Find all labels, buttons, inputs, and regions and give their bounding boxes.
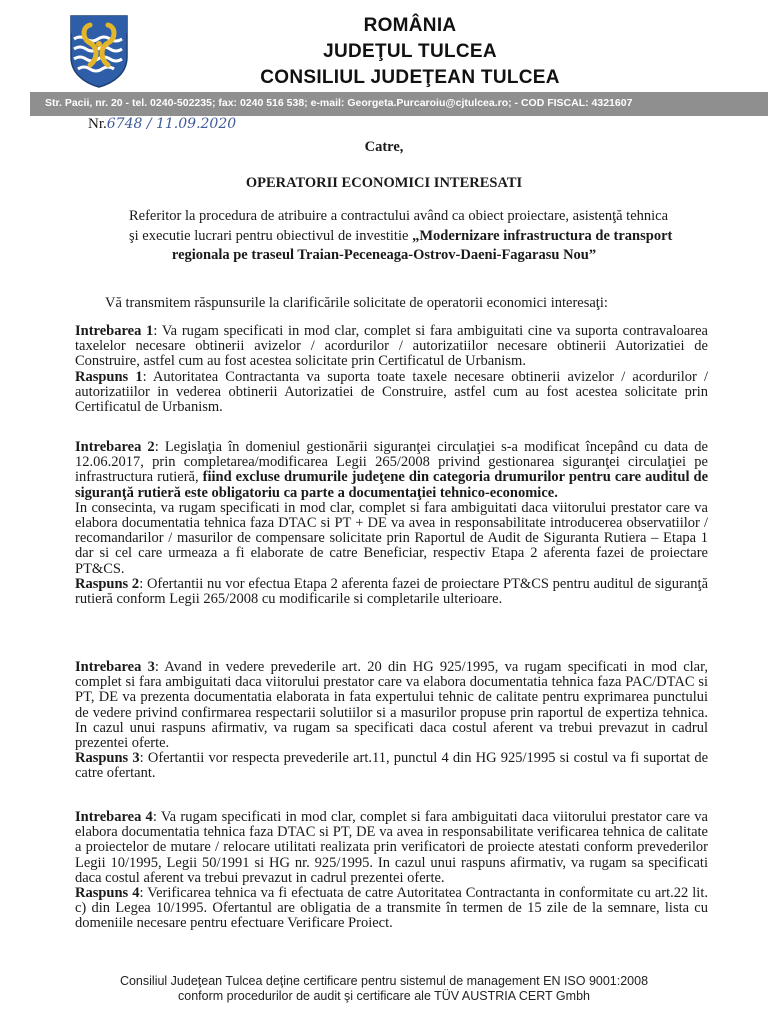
answer-1 [75, 370, 708, 416]
qa-block-2 [75, 440, 708, 607]
question-4 [75, 810, 708, 886]
registration-handwritten: 6748 / 11.09.2020 [106, 116, 237, 132]
answer-2 [75, 577, 708, 607]
reference-line-1: Referitor la procedura de atribuire a contractului având ca obiect proiectare, asistenţă tehnica [129, 208, 669, 224]
addressee: OPERATORII ECONOMICI INTERESATI [245, 175, 523, 191]
qa-block-4 [75, 810, 708, 932]
question-emphasis: fiind excluse drumurile judeţene din categoria drumurilor pentru care auditul de siguranţă rutieră este obligatoriu ca parte a documentaţiei tehnico-economice. [75, 469, 708, 501]
project-title-part-1: „Modernizare infrastructura de transport [412, 228, 673, 244]
salutation: Catre, [364, 139, 404, 155]
header-country: ROMÂNIA [363, 15, 457, 36]
question-label: Intrebarea 4 [75, 809, 153, 825]
question-2 [75, 440, 708, 501]
qa-block-1 [75, 324, 708, 415]
answer-4 [75, 886, 708, 932]
intro-text: Vă transmitem răspunsurile la clarificările solicitate de operatorii economici interesaţi: [105, 295, 608, 311]
registration-label: Nr. [88, 116, 107, 132]
answer-text: : Verificarea tehnica va fi efectuata de catre Autoritatea Contractanta in conformitate cu art.22 lit. c) din Legea 10/1995. Ofertantul are obligatia de a transmite în termen de 15 zile de la semnare, lista cu domeniile necesare pentru efectuare Verificare Proiect. [75, 885, 708, 932]
answer-text: : Autoritatea Contractanta va suporta toate taxele necesare obtinerii avizelor / acordurilor / autorizatiilor in vederea obtinerii Autorizatiei de Construire, astfel cum au fost acestea solicitate prin Certificatul de Urbanism. [75, 368, 708, 416]
answer-text: : Ofertantii nu vor efectua Etapa 2 aferenta fazei de proiectare PT&CS pentru auditul de siguranţă rutieră conform Legii 265/2008 cu modificarile si completarile ulterioare. [75, 575, 709, 608]
contact-bar [30, 92, 768, 116]
county-coat-of-arms-icon [68, 13, 130, 89]
question-3 [75, 660, 708, 751]
answer-label: Raspuns 3 [75, 750, 140, 767]
contact-bar-text: Str. Pacii, nr. 20 - tel. 0240-502235; fax: 0240 516 538; e-mail: Georgeta.Purcaroiu@cjtulcea.ro; - COD FISCAL: 4321607 [45, 97, 633, 109]
answer-label: Raspuns 4 [75, 885, 140, 902]
answer-label: Raspuns 2 [75, 575, 140, 592]
question-2-continuation: In consecinta, va rugam specificati in mod clar, complet si fara ambiguitati daca viitorului prestator care va elabora documentatia tehnica faza DTAC si PT + DE va avea in responsabilitate introducerea observatiilor / recomandarilor / masurilor de compensare solicitate prin Raportul de Audit de Siguranta Rutiera – Etapa 1 dar si cel care urmeaza a fi elaborate de catre Beneficiar, respectiv Etapa 2 aferenta fazei de proiectare PT&CS. [75, 499, 708, 577]
footer-certification-line-1: Consiliul Judeţean Tulcea deţine certificare pentru sistemul de management EN ISO 9001:2008 [119, 974, 649, 988]
question-label: Intrebarea 1 [75, 323, 154, 339]
project-title-part-2: regionala pe traseul Traian-Peceneaga-Ostrov-Daeni-Fagarasu Nou” [171, 247, 597, 263]
question-text: : Va rugam specificati in mod clar, complet si fara ambiguitati cine va suporta contravaloarea taxelelor necesare obtinerii avizelor / acordurilor / autorizatiilor necesare obtinerii Autorizatiei de Construire, astfel cum au fost acestea solicitate prin Certificatul de Urbanism. [75, 323, 708, 370]
question-label: Intrebarea 2 [75, 439, 155, 455]
answer-3 [75, 751, 708, 781]
question-text: : Legislaţia în domeniul gestionării siguranţei circulaţiei s-a modificat începând cu data de 12.06.2017, prin completarea/modificarea Legii 265/2008 privind gestionarea siguranţei circulaţiei pe infrastructura rutieră, [75, 439, 708, 486]
question-text: : Va rugam specificati in mod clar, complet si fara ambiguitati daca viitorului prestator care va elabora documentatia tehnica faza DTAC si PT, DE va avea in responsabilitate verificarea tehnica de calitate a proiectelor de mutare / relocare utilitati realizata prin verificatori de proiecte atestati conform prevederilor Legii 10/1995, Legii 50/1991 si HG nr. 925/1995. In cazul unui raspuns afirmativ, va rugam sa specificati daca costul aferent va trebui prevazut in cadrul prezentei oferte. [75, 809, 708, 886]
answer-label: Raspuns 1 [75, 368, 143, 385]
registration-number [88, 116, 236, 133]
reference-line-2-text: şi executie lucrari pentru obiectivul de investitie [129, 228, 413, 244]
question-text: : Avand in vedere prevederile art. 20 din HG 925/1995, va rugam specificati in mod clar, complet si fara ambiguitati daca viitorului prestator care va elabora documentatia tehnica faza PAC/DTAC si PT, DE va prezenta documentatia elaborata in fata expertului tehnic de calitate pentru exprimarea punctului de vedere privind confirmarea respectarii solutiilor si a masurilor propuse prin raportul de expertiza tehnica. In cazul unui raspuns afirmativ, va rugam sa specificati daca costul aferent va trebui prevazut in cadrul prezentei oferte. [75, 659, 708, 752]
reference-line-2 [129, 229, 672, 244]
qa-block-3 [75, 660, 708, 782]
footer-certification-line-2: conform procedurilor de audit şi certificare ale TÜV AUSTRIA CERT Gmbh [178, 989, 590, 1003]
question-label: Intrebarea 3 [75, 659, 155, 675]
header-council: CONSILIUL JUDEŢEAN TULCEA [260, 67, 560, 88]
header-county: JUDEŢUL TULCEA [323, 41, 497, 62]
reference-line-3 [0, 248, 768, 263]
question-1 [75, 324, 708, 370]
answer-text: : Ofertantii vor respecta prevederile art.11, punctul 4 din HG 925/1995 si costul va fi suportat de catre ofertant. [75, 750, 709, 782]
